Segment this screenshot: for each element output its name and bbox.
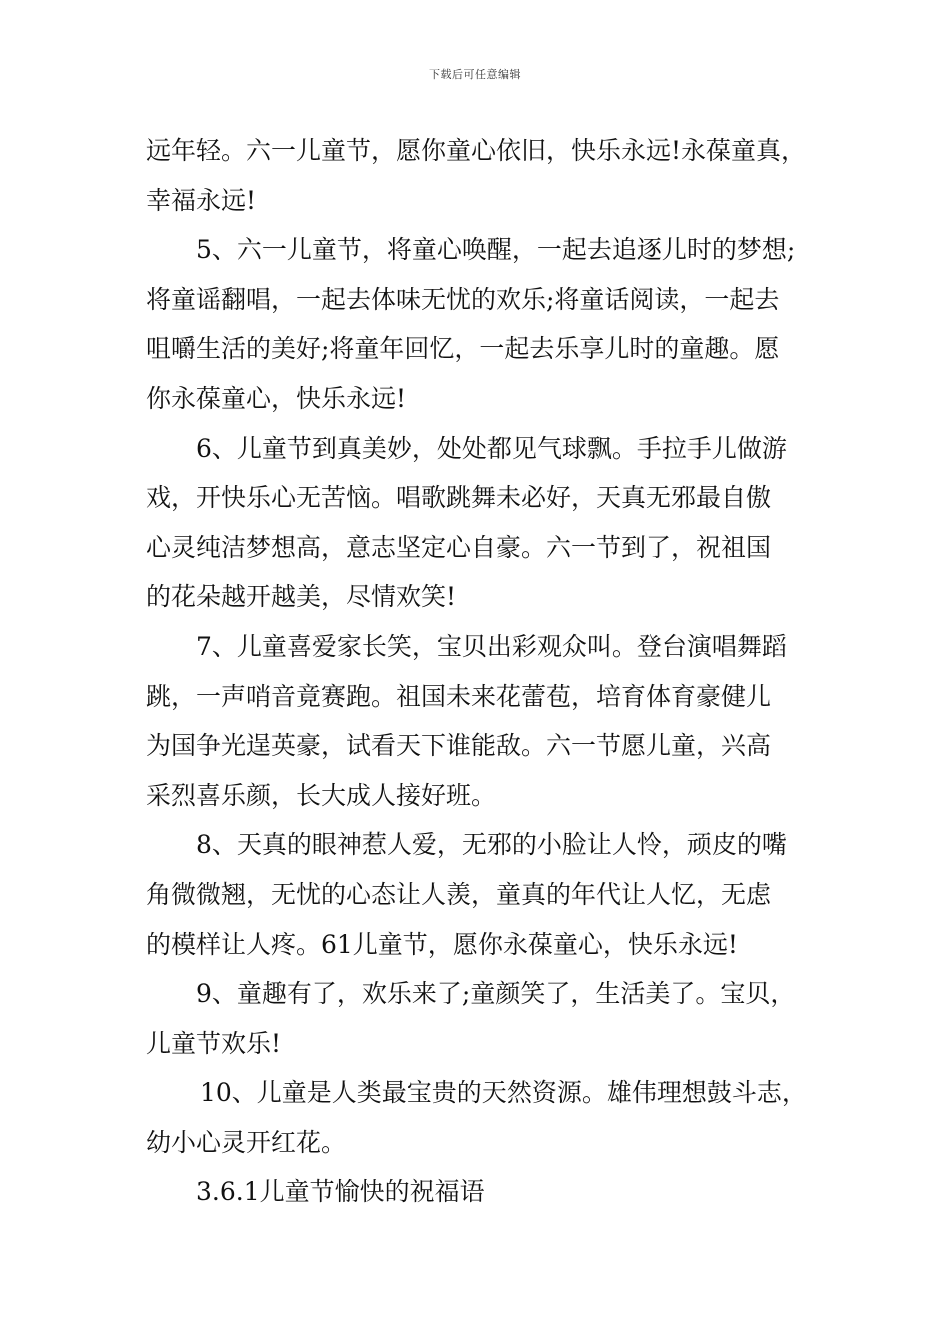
text-line: 的模样让人疼。61儿童节，愿你永葆童心，快乐永远! [146, 929, 738, 959]
paragraph-7-start: 7、儿童喜爱家长笑，宝贝出彩观众叫。登台演唱舞蹈 [196, 631, 787, 661]
paragraph-6-start: 6、儿童节到真美妙，处处都见气球飘。手拉手儿做游 [196, 433, 787, 463]
text-line: 儿童节欢乐! [146, 1028, 282, 1058]
text-line: 远年轻。六一儿童节，愿你童心依旧，快乐永远!永葆童真， [146, 136, 807, 165]
body-text [146, 126, 822, 1217]
text-line: 的花朵越开越美，尽情欢笑! [146, 582, 457, 612]
text-line: 戏，开快乐心无苦恼。唱歌跳舞未必好，天真无邪最自傲 [146, 483, 772, 513]
section-heading: 3.6.1儿童节愉快的祝福语 [196, 1177, 485, 1207]
text-line: 为国争光逞英豪，试看天下谁能敌。六一节愿儿童，兴高 [146, 731, 772, 761]
text-line: 心灵纯洁梦想高，意志坚定心自豪。六一节到了，祝祖国 [146, 532, 772, 562]
paragraph-10-start: 10、儿童是人类最宝贵的天然资源。雄伟理想鼓斗志， [200, 1078, 807, 1108]
text-line: 咀嚼生活的美好;将童年回忆，一起去乐享儿时的童趣。愿 [146, 334, 780, 364]
text-line: 幸福永远! [146, 185, 257, 215]
text-line: 你永葆童心，快乐永远! [146, 383, 407, 413]
header-note: 下载后可任意编辑 [429, 68, 521, 81]
text-line: 跳，一声哨音竟赛跑。祖国未来花蕾苞，培育体育豪健儿 [146, 681, 772, 711]
text-line: 角微微翘，无忧的心态让人羡，童真的年代让人忆，无虑 [146, 879, 772, 909]
paragraph-9-start: 9、童趣有了，欢乐来了;童颜笑了，生活美了。宝贝， [196, 979, 796, 1009]
paragraph-5-start: 5、六一儿童节，将童心唤醒，一起去追逐儿时的梦想; [196, 235, 796, 265]
paragraph-8-start: 8、天真的眼神惹人爱，无邪的小脸让人怜，顽皮的嘴 [196, 830, 787, 860]
text-line: 采烈喜乐颜，长大成人接好班。 [146, 780, 497, 810]
text-line: 幼小心灵开红花。 [146, 1127, 347, 1157]
text-line: 将童谣翻唱，一起去体味无忧的欢乐;将童话阅读，一起去 [146, 284, 780, 314]
